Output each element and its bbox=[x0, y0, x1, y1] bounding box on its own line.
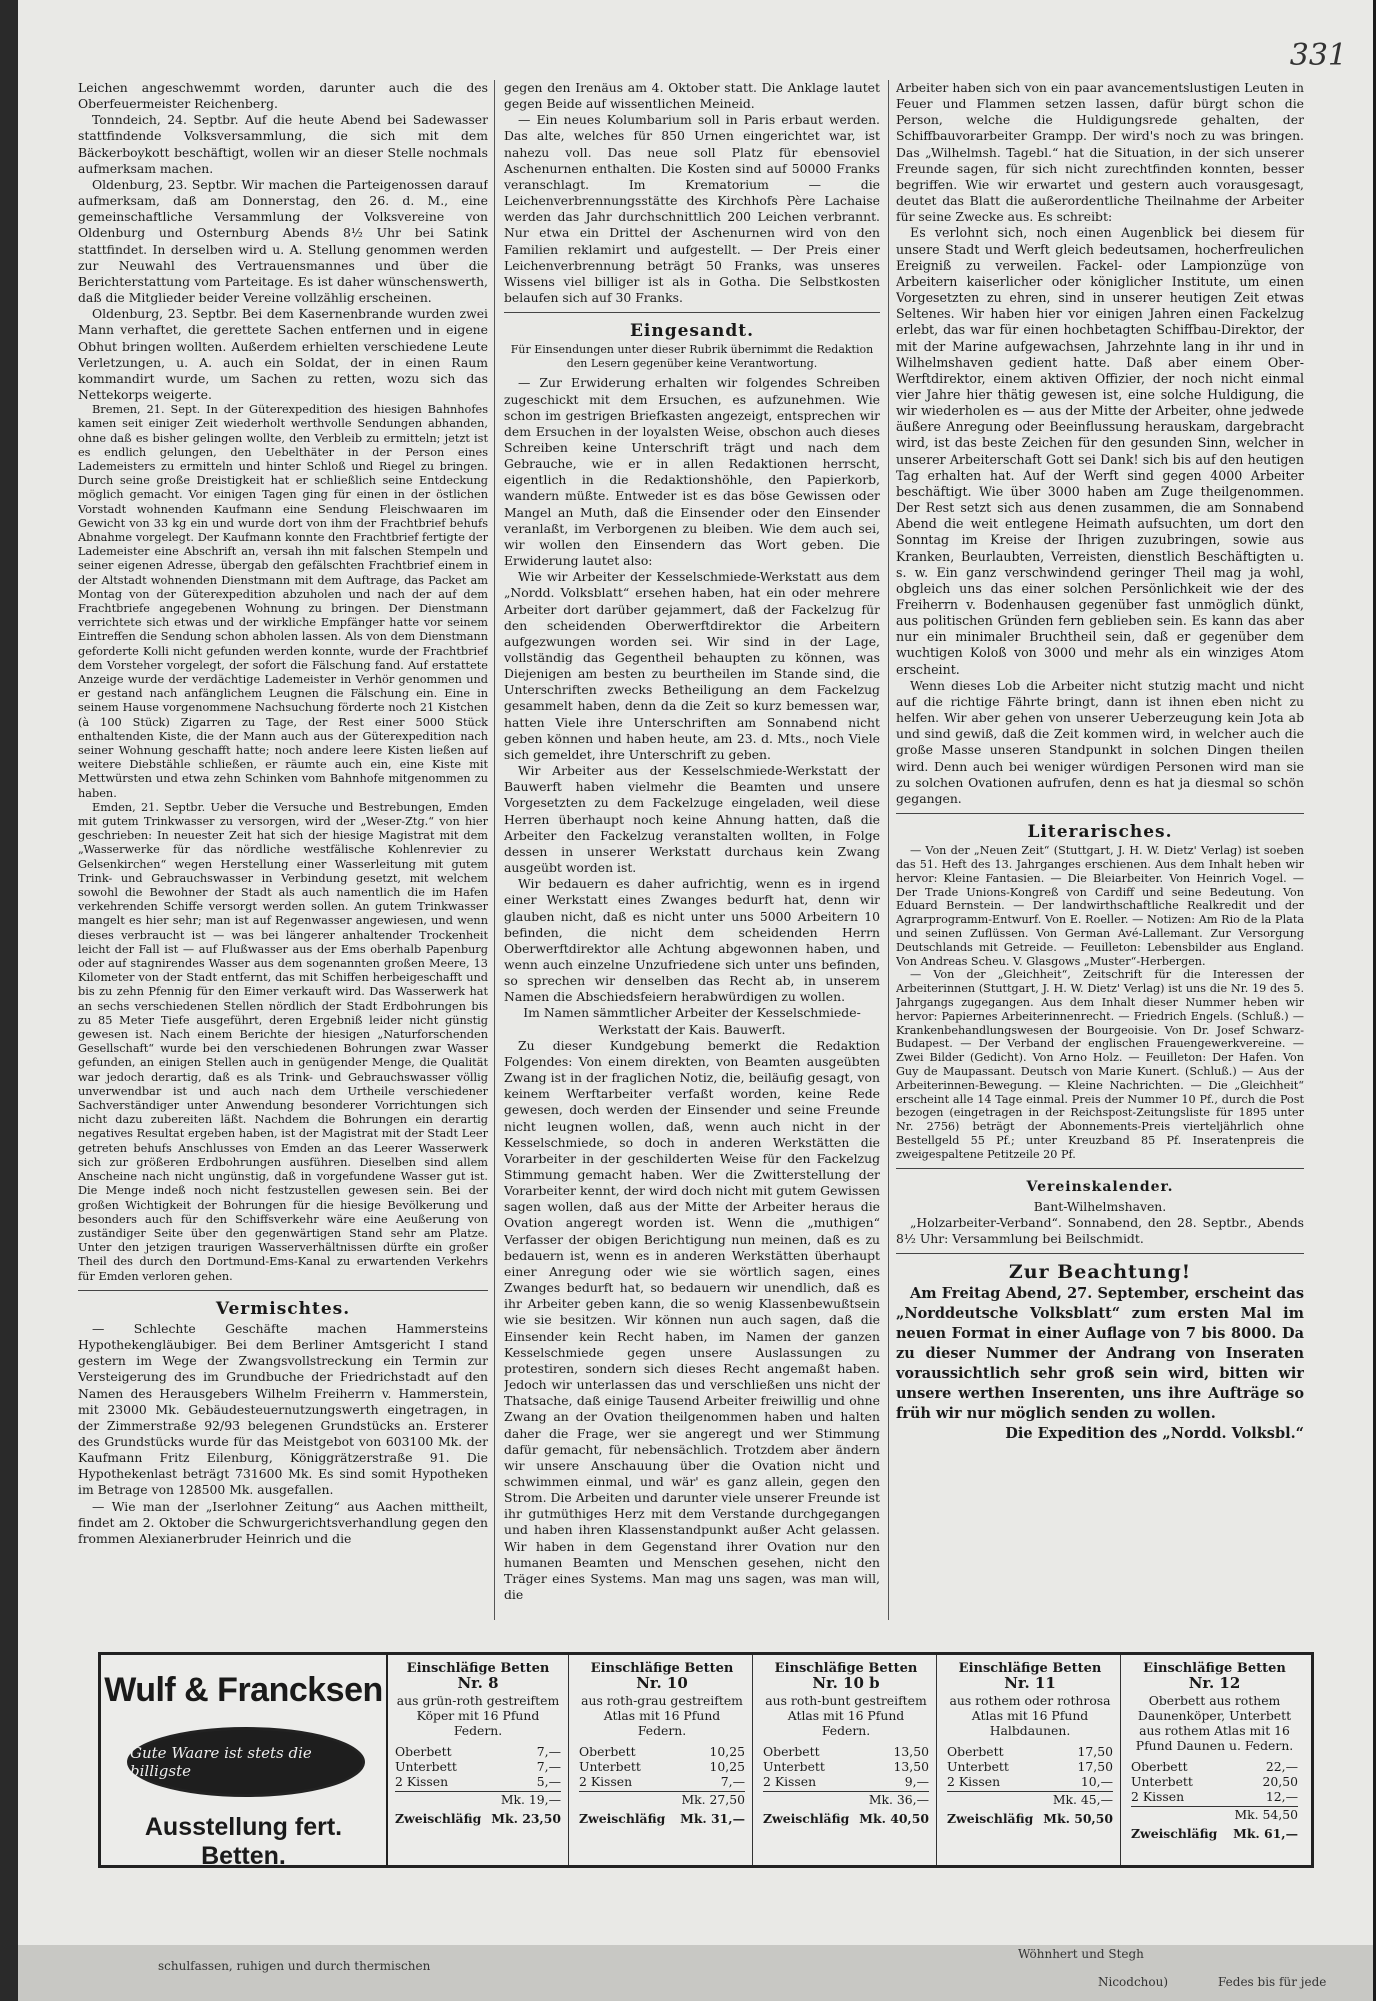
bed-total-row bbox=[579, 1811, 745, 1826]
article-paragraph: — Von der „Gleichheit“, Zeitschrift für die Interessen der Arbeiterinnen (Stuttgart, J. H. W. Dietz' Verlag) ist uns die Nr. 19 des 5. Jahrgangs zugegangen. Aus dem Inhalt dieser Nummer heben wir hervor: Papiernes Arbeiterinnenrecht. — Friedrich Engels. (Schluß.) — Krankenbehandlungswesen der Bourgeoisie. Von Dr. Josef Schwarz-Budapest. — Der Verband der englischen Frauengewerkvereine. — Zwei Bilder (Gedicht). Von Arno Holz. — Feuilleton: Der Hafen. Von Guy de Maupassant. Deutsch von Marie Kunert. (Schluß.) — Aus der Arbeiterinnen-Bewegung. — Kleine Nachrichten. — Die „Gleichheit“ erscheint alle 14 Tage einmal. Preis der Nummer 10 Pf., durch die Post bezogen (eingetragen in der Reichspost-Zeitungsliste für 1895 unter Nr. 2756) beträgt der Abonnements-Preis vierteljährlich ohne Bestellgeld 55 Pf.; unter Kreuzband 85 Pf. Inseratenpreis die zweigespaltene Petitzeile 20 Pf. bbox=[896, 968, 1304, 1161]
bed-price-row bbox=[763, 1774, 929, 1789]
bed-offer bbox=[756, 1655, 937, 1865]
section-divider bbox=[896, 1253, 1304, 1254]
newspaper-page bbox=[18, 0, 1373, 2001]
column-1 bbox=[78, 80, 488, 1620]
bed-offer-title: Einschläfige Betten bbox=[1143, 1661, 1286, 1676]
bed-price: 10,25 bbox=[709, 1759, 745, 1774]
article-paragraph: — Von der „Neuen Zeit“ (Stuttgart, J. H. W. Dietz' Verlag) ist soeben das 51. Heft des 13. Jahrganges erschienen. Aus dem Inhalt heben wir hervor: Kleine Fantasien. — Die Bleiarbeiter. Von Heinrich Vogel. — Der Trade Unions-Kongreß von Cardiff und seine Bedeutung. Von Eduard Bernstein. — Der landwirthschaftliche Realkredit und der Agrarprogramm-Entwurf. Von E. Roeller. — Notizen: Am Rio de la Plata und seinen Zuflüssen. Von German Avé-Lallemant. Zur Versorgung Deutschlands mit Getreide. — Feuilleton: Lebensbilder aus England. Von Andreas Scheu. V. Glasgows „Muster“-Herbergen. bbox=[896, 844, 1304, 968]
bed-sum: Mk. 45,— bbox=[947, 1791, 1113, 1807]
bed-price-row bbox=[947, 1774, 1113, 1789]
footer-fragment: Fedes bis für jede bbox=[1218, 1975, 1327, 1989]
column-3 bbox=[896, 80, 1304, 1620]
article-paragraph: Es verlohnt sich, noch einen Augenblick bei diesem für unsere Stadt und Werft gleich bedeutsamen, hocherfreulichen Ereigniß zu verweilen. Fackel- oder Lampionzüge von Arbeitern kaiserlicher oder königlicher Institute, um einen Vorgesetzten zu ehren, sind in unserer heutigen Zeit etwas Seltenes. Wir haben hier vor einigen Jahren einen Fackelzug erlebt, das war für einen hochbetagten Schiffbau-Direktor, der mit der Marine aufgewachsen, Jahrzehnte lang in ihr und in Wilhelmshaven gedient hatte. Daß aber einem Ober-Werftdirektor, einem aktiven Offizier, der noch nicht einmal vier Jahre hier thätig gewesen ist, eine solche Huldigung, die wir wiederholen es — aus der Mitte der Arbeiter, ohne jedwede äußere Anregung oder Beeinflussung herauskam, dargebracht wird, ist das beste Zeichen für den gesunden Sinn, welcher in unserer Arbeiterschaft Gott sei Dank! sich bis auf den heutigen Tag erhalten hat. Auf der Werft sind gegen 4000 Arbeiter beschäftigt. Wie über 3000 haben am Zuge theilgenommen. Der Rest setzt sich aus denen zusammen, die am Sonnabend Abend die weit entlegene Heimath aufsuchten, um dort den Sonntag im Kreise der Ihrigen zuzubringen, sowie aus Kranken, Beurlaubten, Verreisten, dienstlich Beschäftigten u. s. w. Ein ganz verschwindend geringer Theil mag ja wohl, obgleich uns das einer solchen Persönlichkeit wie der des Freiherrn v. Bodenhausen gegenüber fast unmöglich dünkt, aus politischen Gründen fern geblieben sein. Es kann das aber nur ein minimaler Bruchtheil sein, daß er gegenüber dem wuchtigen Koloß von 3000 und mehr als ein winziges Atom erscheint. bbox=[896, 225, 1304, 677]
bed-price: 5,— bbox=[536, 1774, 561, 1789]
bed-price: 13,50 bbox=[893, 1759, 929, 1774]
bed-price: 10,— bbox=[1080, 1774, 1113, 1789]
bed-offer-title: Einschläfige Betten bbox=[590, 1661, 734, 1676]
section-divider bbox=[78, 1290, 488, 1291]
section-divider bbox=[896, 813, 1304, 814]
bed-total-label: Zweischläfig bbox=[947, 1811, 1034, 1826]
bed-price: 7,— bbox=[720, 1774, 745, 1789]
bed-total-price: Mk. 23,50 bbox=[491, 1811, 561, 1826]
article-paragraph: Leichen angeschwemmt worden, darunter auch die des Oberfeuermeister Reichenberg. bbox=[78, 80, 488, 112]
bed-price: 17,50 bbox=[1077, 1744, 1113, 1759]
bed-offer bbox=[940, 1655, 1121, 1865]
bed-offer-number: Nr. 10 b bbox=[812, 1674, 880, 1692]
bed-price-row bbox=[763, 1759, 929, 1774]
letter-signature: Im Namen sämmtlicher Arbeiter der Kesselschmiede-Werkstatt der Kais. Bauwerft. bbox=[523, 1005, 861, 1037]
footer-fragment: Nicodchou) bbox=[1098, 1975, 1169, 1989]
notice-signature: Die Expedition des „Nordd. Volksbl.“ bbox=[1005, 1425, 1304, 1443]
next-page-fragment bbox=[18, 1945, 1373, 2001]
ad-subtitle: Ausstellung fert. Betten. bbox=[144, 1813, 343, 1870]
bed-total-row bbox=[763, 1811, 929, 1826]
bed-price-row bbox=[1131, 1789, 1298, 1804]
section-divider bbox=[896, 1168, 1304, 1169]
footer-fragment: Wöhnhert und Stegh bbox=[1018, 1947, 1144, 1961]
page-number: 331 bbox=[1289, 38, 1347, 73]
bed-offer-title: Einschläfige Betten bbox=[958, 1661, 1102, 1676]
notice-text: Am Freitag Abend, 27. September, erscheint das „Norddeutsche Volksblatt“ zum ersten Mal im neuen Format in einer Auflage von 7 bis 8000. Da zu dieser Nummer der Andrang von Inseraten voraussichtlich sehr groß sein wird, bitten wir unsere werthen Inserenten, uns ihre Aufträge so früh wir nur möglich senden zu wollen. bbox=[896, 1285, 1304, 1423]
bed-sum: Mk. 36,— bbox=[763, 1791, 929, 1807]
bed-sum: Mk. 27,50 bbox=[579, 1791, 745, 1807]
section-divider bbox=[504, 312, 880, 313]
ad-bed-offers bbox=[388, 1655, 1308, 1865]
bed-price-row bbox=[395, 1759, 561, 1774]
article-paragraph: gegen den Irenäus am 4. Oktober statt. Die Anklage lautet gegen Beide auf wissentlichen Meineid. bbox=[504, 80, 880, 112]
ad-brand: Wulf & Francksen bbox=[104, 1671, 383, 1709]
ad-slogan-oval: Gute Waare ist stets die billigste bbox=[127, 1727, 365, 1797]
article-paragraph: Wir bedauern es daher aufrichtig, wenn es in irgend einer Werkstatt eines Zwanges bedurft hat, denn wir glauben nicht, daß es nicht unter uns 5000 Arbeitern 10 befinden, die nicht dem scheidenden Herrn Oberwerftdirektor alle Achtung abgewonnen haben, und wenn auch einzelne Unzufriedene sich unter uns befinden, so sprechen wir denselben das Recht ab, in unserem Namen die Abschiedsfeiern herabwürdigen zu wollen. bbox=[504, 876, 880, 1005]
bed-price: 9,— bbox=[904, 1774, 929, 1789]
bed-total-row bbox=[1131, 1826, 1298, 1841]
bed-item: Unterbett bbox=[395, 1759, 457, 1774]
bed-item: Oberbett bbox=[947, 1744, 1004, 1759]
article-paragraph: — Wie man der „Iserlohner Zeitung“ aus Aachen mittheilt, findet am 2. Oktober die Schwurgerichtsverhandlung gegen den frommen Alexianerbruder Heinrich und die bbox=[78, 1498, 488, 1546]
bed-item: Oberbett bbox=[395, 1744, 452, 1759]
article-paragraph: Wenn dieses Lob die Arbeiter nicht stutzig macht und nicht auf die richtige Fährte bringt, dann ist ihnen eben nicht zu helfen. Wir aber gehen von unserer Ueberzeugung kein Jota ab und sind gewiß, daß die Zeit kommen wird, in welcher auch die große Masse unseren Standpunkt in solchen Dingen theilen wird. Denn auch bei weniger würdigen Personen wird man sie zu solchen Ovationen aufrufen, denn es hat ja diesmal so schön gegangen. bbox=[896, 677, 1304, 806]
bed-price-row bbox=[763, 1744, 929, 1759]
bed-offer-title: Einschläfige Betten bbox=[774, 1661, 918, 1676]
section-title-vereinskalender: Vereinskalender. bbox=[1026, 1178, 1174, 1195]
article-paragraph: Oldenburg, 23. Septbr. Wir machen die Parteigenossen darauf aufmerksam, daß am Donnerstag, den 26. d. M., eine gemeinschaftliche Versammlung der Volksvereine von Oldenburg und Osternburg Abends 8½ Uhr bei Satink stattfindet. In derselben wird u. A. Stellung genommen werden zur Neuwahl des Vertrauensmannes und über die Berichterstattung vom Parteitage. Es ist daher wünschenswerth, daß die Mitglieder beider Vereine vollzählig erscheinen. bbox=[78, 176, 488, 306]
bed-total-label: Zweischläfig bbox=[763, 1811, 850, 1826]
bed-item: Unterbett bbox=[1131, 1774, 1193, 1789]
bed-item: 2 Kissen bbox=[763, 1774, 817, 1789]
article-paragraph: Zu dieser Kundgebung bemerkt die Redaktion Folgendes: Von einem direkten, von Beamten ausgeübten Zwang ist in der fraglichen Notiz, die, beiläufig gesagt, von keinem Werftarbeiter verfaßt worden, keine Rede gewesen, doch werden der Einsender und seine Freunde nicht leugnen wollen, daß, wenn auch nicht in der Kesselschmiede, so doch in anderen Werkstätten die Vorarbeiter in der geschilderten Weise für den Fackelzug Stimmung gemacht haben. Wer die Zwitterstellung der Vorarbeiter kennt, der wird doch nicht mit gutem Gewissen sagen wollen, daß aus der Mitte der Arbeiter heraus die Ovation angeregt worden ist. Wenn die „muthigen“ Verfasser der obigen Berichtigung nun meinen, daß es zu bedauern ist, wenn es in anderen Werkstätten überhaupt einer Anregung oder wie sie wörtlich sagen, eines Zwanges bedurft hat, so bedauern wir unendlich, daß es ihr Arbeiter geben kann, die so wenig Klassenbewußtsein wie sie besitzen. Wir können nun auch sagen, daß die Einsender kein Recht haben, im Namen der ganzen Kesselschmiede gegen unsere Auslassungen zu protestiren, sondern sich dieses Recht angemaßt haben. Jedoch wir unterlassen das und verschließen uns nicht der Thatsache, daß einige Tausend Arbeiter freiwillig und ohne Zwang an der Ovation theilgenommen haben und halten daher die Frage, wer sie angeregt und wer Stimmung dafür gemacht, für nebensächlich. Trotzdem aber ändern wir unsere Anschauung über die Ovation nicht und schwimmen einmal, und wär' es ganz allein, gegen den Strom. Die Arbeiten und darunter viele unserer Freunde ist ihr gutmüthiges Herz mit dem Verstande durchgegangen und haben ihren Klassenstandpunkt außer Acht gelassen. Wir haben in dem Gegenstand ihrer Ovation nur den humanen Beamten und Menschen gesehen, nicht den Träger eines Systems. Man mag uns sagen, was man will, die bbox=[504, 1037, 880, 1603]
notice-title: Zur Beachtung! bbox=[1008, 1261, 1192, 1284]
article-paragraph: Tonndeich, 24. Septbr. Auf die heute Abend bei Sadewasser stattfindende Volksversammlung, die sich mit dem Bäckerboykott beschäftigt, wollen wir an dieser Stelle nochmals aufmerksam machen. bbox=[78, 112, 488, 176]
section-title-literarisches: Literarisches. bbox=[1027, 822, 1173, 843]
bed-item: Oberbett bbox=[579, 1744, 636, 1759]
bed-offer-title: Einschläfige Betten bbox=[406, 1661, 550, 1676]
section-note: Für Einsendungen unter dieser Rubrik übernimmt die Redaktion den Lesern gegenüber keine Verantwortung. bbox=[510, 343, 874, 371]
bed-price: 7,— bbox=[536, 1759, 561, 1774]
bed-price-row bbox=[579, 1744, 745, 1759]
bed-item: 2 Kissen bbox=[947, 1774, 1001, 1789]
section-title-eingesandt: Eingesandt. bbox=[629, 321, 755, 342]
bed-sum: Mk. 19,— bbox=[395, 1791, 561, 1807]
bed-total-price: Mk. 61,— bbox=[1233, 1826, 1298, 1841]
footer-fragment: schulfassen, ruhigen und durch thermischen bbox=[158, 1959, 431, 1973]
bed-price: 17,50 bbox=[1077, 1759, 1113, 1774]
article-paragraph: Wie wir Arbeiter der Kesselschmiede-Werkstatt aus dem „Nordd. Volksblatt“ ersehen haben, hat ein oder mehrere Arbeiter dort darüber gejammert, daß der Fackelzug für den scheidenden Oberwerftdirektor die Arbeitern aufgezwungen worden sei. Wir sind in der Lage, vollständig das Gegentheil behaupten zu können, was Diejenigen am besten zu beurtheilen im Stande sind, die Unterschriften zwecks Betheiligung an dem Fackelzug gesammelt haben, denn da die Zeit so kurz bemessen war, hatten Viele ihre Unterschriften am Sonnabend nicht geben können und haben heute, am 23. d. Mts., noch Viele sich gemeldet, ihre Unterschrift zu geben. bbox=[504, 569, 880, 762]
bed-offer-number: Nr. 10 bbox=[636, 1674, 688, 1692]
bed-offer-description: aus roth-bunt gestreiftem Atlas mit 16 Pfund Federn. bbox=[765, 1693, 927, 1738]
article-paragraph: Oldenburg, 23. Septbr. Bei dem Kasernenbrande wurden zwei Mann verhaftet, die gerettete Sachen entfernen und in eigene Obhut bringen wollten. Außerdem erhielten verschiedene Leute Verletzungen, u. A. auch ein Soldat, der in einen Raum kommandirt wurde, um Sachen zu retten, wozu sich das Nettekorps weigerte. bbox=[78, 306, 488, 402]
left-page-edge bbox=[0, 0, 18, 2001]
bed-price-row bbox=[395, 1744, 561, 1759]
column-rule bbox=[888, 80, 889, 1620]
calendar-place: Bant-Wilhelmshaven. bbox=[1033, 1198, 1167, 1214]
bed-price: 12,— bbox=[1265, 1789, 1298, 1804]
bed-price: 13,50 bbox=[893, 1744, 929, 1759]
bed-item: 2 Kissen bbox=[579, 1774, 633, 1789]
article-paragraph: — Schlechte Geschäfte machen Hammersteins Hypothekengläubiger. Bei dem Berliner Amtsgericht I stand gestern im Wege der Zwangsvollstreckung ein Termin zur Versteigerung des im Grundbuche der Friedrichstadt auf den Namen des Herausgebers Wilhelm Freiherrn v. Hammerstein, mit 23000 Mk. Gebäudesteuernutzungswerth eingetragen, in der Zimmerstraße 92/93 belegenen Grundstücks an. Ersterer des Grundstücks wurde für das Meistgebot von 603100 Mk. der Kaufmann Fritz Eilenburg, Königgrätzerstraße 91. Die Hypothekenlast beträgt 731600 Mk. Es sind somit Hypotheken im Betrage von 128500 Mk. ausgefallen. bbox=[78, 1320, 488, 1498]
bed-offer-description: Oberbett aus rothem Daunenköper, Unterbett aus rothem Atlas mit 16 Pfund Daunen u. Federn. bbox=[1135, 1693, 1294, 1753]
bed-offer-description: aus rothem oder rothrosa Atlas mit 16 Pfund Halbdaunen. bbox=[949, 1693, 1111, 1738]
bed-item: Unterbett bbox=[579, 1759, 641, 1774]
article-paragraph: Wir Arbeiter aus der Kesselschmiede-Werkstatt der Bauwerft haben vielmehr die Beamten und unsere Vorgesetzten zu dem Fackelzuge eingeladen, weil diese Herren überhaupt noch keine Ahnung hatten, daß die Arbeiter den Fackelzug veranstalten wollten, in Folge dessen in unserer Werkstatt durchaus kein Zwang ausgeübt worden ist. bbox=[504, 763, 880, 876]
article-paragraph: — Zur Erwiderung erhalten wir folgendes Schreiben zugeschickt mit dem Ersuchen, es aufzunehmen. Wie schon im gestrigen Briefkasten angezeigt, entsprechen wir dem Ersuchen in der loyalsten Weise, obschon auch dieses Schreiben keine Unterschrift trägt und nach dem Gebrauche, wie er in allen Redaktionen herrscht, eigentlich in die Redaktionshöhle, den Papierkorb, wandern müßte. Entweder ist es das böse Gewissen oder Mangel an Muth, daß die Einsender oder den Einsender veranlaßt, im Verborgenen zu bleiben. Wie dem auch sei, wir wollen den Einsendern das Wort geben. Die Erwiderung lautet also: bbox=[504, 375, 880, 569]
article-paragraph: — Ein neues Kolumbarium soll in Paris erbaut werden. Das alte, welches für 850 Urnen eingerichtet war, ist nahezu voll. Das neue soll Platz für ebensoviel Aschenurnen enthalten. Die Kosten sind auf 50000 Franks veranschlagt. Im Krematorium — die Leichenverbrennungsstätte des Kirchhofs Père Lachaise werden das Jahr durchschnittlich 200 Leichen verbrannt. Nur etwa ein Drittel der Aschenurnen wird von den Familien reklamirt und aufgestellt. — Der Preis einer Leichenverbrennung beträgt 50 Franks, was unseres Wissens viel billiger ist als in Gotha. Die Selbstkosten belaufen sich auf 30 Franks. bbox=[504, 112, 880, 306]
bed-total-row bbox=[947, 1811, 1113, 1826]
bed-item: 2 Kissen bbox=[1131, 1789, 1185, 1804]
bed-offer-number: Nr. 8 bbox=[457, 1674, 499, 1692]
article-paragraph: Arbeiter haben sich von ein paar avancementslustigen Leuten in Feuer und Flammen setzen lassen, dafür bürgt schon die Person, welche die Huldigungsrede gehalten, der Schiffbauvorarbeiter Grampp. Der wird's noch zu was bringen. Das „Wilhelmsh. Tagebl.“ hat die Situation, in der sich unserer Freunde sagen, für sich nicht zurechtfinden konnten, besser begriffen. Wie wir erwartet und gestern auch vorausgesagt, deutet das Blatt die außerordentliche Theilnahme der Arbeiter für seine Zwecke aus. Es schreibt: bbox=[896, 80, 1304, 225]
bed-sum: Mk. 54,50 bbox=[1131, 1806, 1298, 1822]
article-paragraph: Emden, 21. Septbr. Ueber die Versuche und Bestrebungen, Emden mit gutem Trinkwasser zu versorgen, wird der „Weser-Ztg.“ von hier geschrieben: In neuester Zeit hat sich der hiesige Magistrat mit dem „Wasserwerke für das nördliche westfälische Kohlenrevier zu Gelsenkirchen“ wegen Herstellung einer Wasserleitung mit gutem Trink- und Gebrauchswasser in Verbindung gesetzt, mit welchem sowohl die Bewohner der Stadt als auch namentlich die im Hafen verkehrenden Schiffe versorgt werden sollen. An gutem Trinkwasser mangelt es hier sehr; man ist auf Regenwasser angewiesen, und wenn dieses verbraucht ist — was bei längerer anhaltender Trockenheit leicht der Fall ist — auf Flußwasser aus der Ems oberhalb Papenburg oder auf stagnirendes Wasser aus dem sogenannten großen Meere, 13 Kilometer von der Stadt entfernt, das mit Schiffen herbeigeschafft und bis zu zehn Pfennig für den Eimer verkauft wird. Das Wasserwerk hat an sechs verschiedenen Stellen nördlich der Stadt Erdbohrungen bis zu 85 Meter Tiefe ausgeführt, deren Ergebniß leider nicht günstig gewesen ist. Nach einem Berichte der hiesigen „Naturforschenden Gesellschaft“ wurde bei den verschiedenen Bohrungen zwar Wasser gefunden, an einigen Stellen auch in genügender Menge, die Qualität war jedoch derartig, daß es als Trink- und Gebrauchswasser völlig unverwendbar ist und auch nach dem Urtheile verschiedener Sachverständiger unter Anwendung besonderer Vorrichtungen sich nicht dazu zubereiten läßt. Nachdem die Bohrungen ein derartig negatives Resultat ergeben haben, ist der Magistrat mit der Stadt Leer getreten behufs Anschlusses von Emden an das Leerer Wasserwerk sich zur größeren Erdbohrungen ausführen. Dieselben sind allem Anscheine nach nicht ungünstig, daß in vorgefundene Wasser gut ist. Die Menge indeß noch nicht festzustellen gewesen sein. Bei der großen Wichtigkeit der Bohrungen für die hiesige Bevölkerung und besonders auch für den Schiffsverkehr wäre eine Aeußerung von zuständiger Seite über den gegenwärtigen Stand sehr am Platze. Unter den jetzigen traurigen Wasserverhältnissen dürfte ein großer Theil des durch den Dortmund-Ems-Kanal zu erwartenden Verkehrs für Emden verloren gehen. bbox=[78, 800, 488, 1283]
bed-total-row bbox=[395, 1811, 561, 1826]
bed-item: Unterbett bbox=[947, 1759, 1009, 1774]
column-2 bbox=[504, 80, 880, 1620]
bed-offer-number: Nr. 12 bbox=[1188, 1674, 1241, 1692]
bed-total-price: Mk. 40,50 bbox=[859, 1811, 929, 1826]
section-title-vermischtes: Vermischtes. bbox=[215, 1298, 351, 1319]
bed-total-label: Zweischläfig bbox=[1131, 1826, 1218, 1841]
bed-price: 20,50 bbox=[1262, 1774, 1298, 1789]
bed-offer bbox=[572, 1655, 753, 1865]
bed-price-row bbox=[947, 1744, 1113, 1759]
bed-price: 7,— bbox=[536, 1744, 561, 1759]
bed-total-price: Mk. 31,— bbox=[680, 1811, 745, 1826]
ad-logo-panel bbox=[101, 1655, 388, 1870]
bed-offer bbox=[1124, 1655, 1305, 1865]
bed-price-row bbox=[1131, 1759, 1298, 1774]
bed-price-row bbox=[579, 1759, 745, 1774]
bed-price: 22,— bbox=[1265, 1759, 1298, 1774]
column-rule bbox=[494, 80, 495, 1620]
bed-total-price: Mk. 50,50 bbox=[1043, 1811, 1113, 1826]
article-paragraph: Bremen, 21. Sept. In der Güterexpedition des hiesigen Bahnhofes kamen seit einiger Zeit wiederholt werthvolle Sendungen abhanden, ohne daß es bisher gelingen wollte, den Verbleib zu ermitteln; jetzt ist es endlich gelungen, den Uebelthäter in der Person eines Lademeisters zu ermitteln und hinter Schloß und Riegel zu bringen. Durch seine große Dreistigkeit hat er schließlich seine Entdeckung möglich gemacht. Vor einigen Tagen ging für einen in der östlichen Vorstadt wohnenden Kaufmann eine Sendung Fleischwaaren im Gewicht von 33 kg ein und wurde dort von ihm der Frachtbrief behufs Abnahme vorgelegt. Der Kaufmann konnte den Frachtbrief fertigte der Lademeister eine Abschrift an, versah ihn mit falschen Stempeln und seiner eigenen Adresse, übergab den gefälschten Frachtbrief einem in der Altstadt wohnenden Dienstmann mit dem Auftrage, das Packet am Montag von der Güterexpedition abzuholen und nach der auf dem Frachtbriefe angegebenen Wohnung zu bringen. Der Dienstmann verrichtete sich etwas und der wirkliche Empfänger hatte vor seinem Eintreffen die Sendung schon abholen lassen. Als von dem Dienstmann geforderte Kolli nicht gefunden werden konnte, wurde der Frachtbrief dem Vorsteher vorgelegt, der sofort die Fälschung fand. Auf erstattete Anzeige wurde der verdächtige Lademeister in Verhör genommen und er gestand nach anfänglichem Leugnen die Fälschung ein. Eine in seinem Hause vorgenommene Nachsuchung förderte noch 21 Kistchen (à 100 Stück) Zigarren zu Tage, der Rest einer 5000 Stück enthaltenden Kiste, die der Mann auch aus der Güterexpedition nach seiner Wohnung geschafft hatte; noch andere leere Kisten ließen auf weitere Diebstähle schließen, er räumte auch ein, eine Kiste mit Mettwürsten und etwa zehn Schinken vom Bahnhofe mitgenommen zu haben. bbox=[78, 403, 488, 800]
bed-price-row bbox=[579, 1774, 745, 1789]
bed-item: 2 Kissen bbox=[395, 1774, 449, 1789]
bed-total-label: Zweischläfig bbox=[579, 1811, 666, 1826]
bed-total-label: Zweischläfig bbox=[395, 1811, 482, 1826]
bed-price-row bbox=[1131, 1774, 1298, 1789]
bed-price: 10,25 bbox=[709, 1744, 745, 1759]
advertisement-betten bbox=[98, 1652, 1314, 1868]
bed-offer-number: Nr. 11 bbox=[1004, 1674, 1056, 1692]
bed-item: Unterbett bbox=[763, 1759, 825, 1774]
bed-price-row bbox=[395, 1774, 561, 1789]
calendar-entry: „Holzarbeiter-Verband“. Sonnabend, den 28. Septbr., Abends 8½ Uhr: Versammlung bei Beilschmidt. bbox=[896, 1214, 1304, 1246]
bed-offer-description: aus roth-grau gestreiftem Atlas mit 16 Pfund Federn. bbox=[581, 1693, 743, 1738]
bed-price-row bbox=[947, 1759, 1113, 1774]
bed-offer bbox=[388, 1655, 569, 1865]
bed-item: Oberbett bbox=[763, 1744, 820, 1759]
bed-item: Oberbett bbox=[1131, 1759, 1188, 1774]
bed-offer-description: aus grün-roth gestreiftem Köper mit 16 Pfund Federn. bbox=[396, 1693, 560, 1738]
